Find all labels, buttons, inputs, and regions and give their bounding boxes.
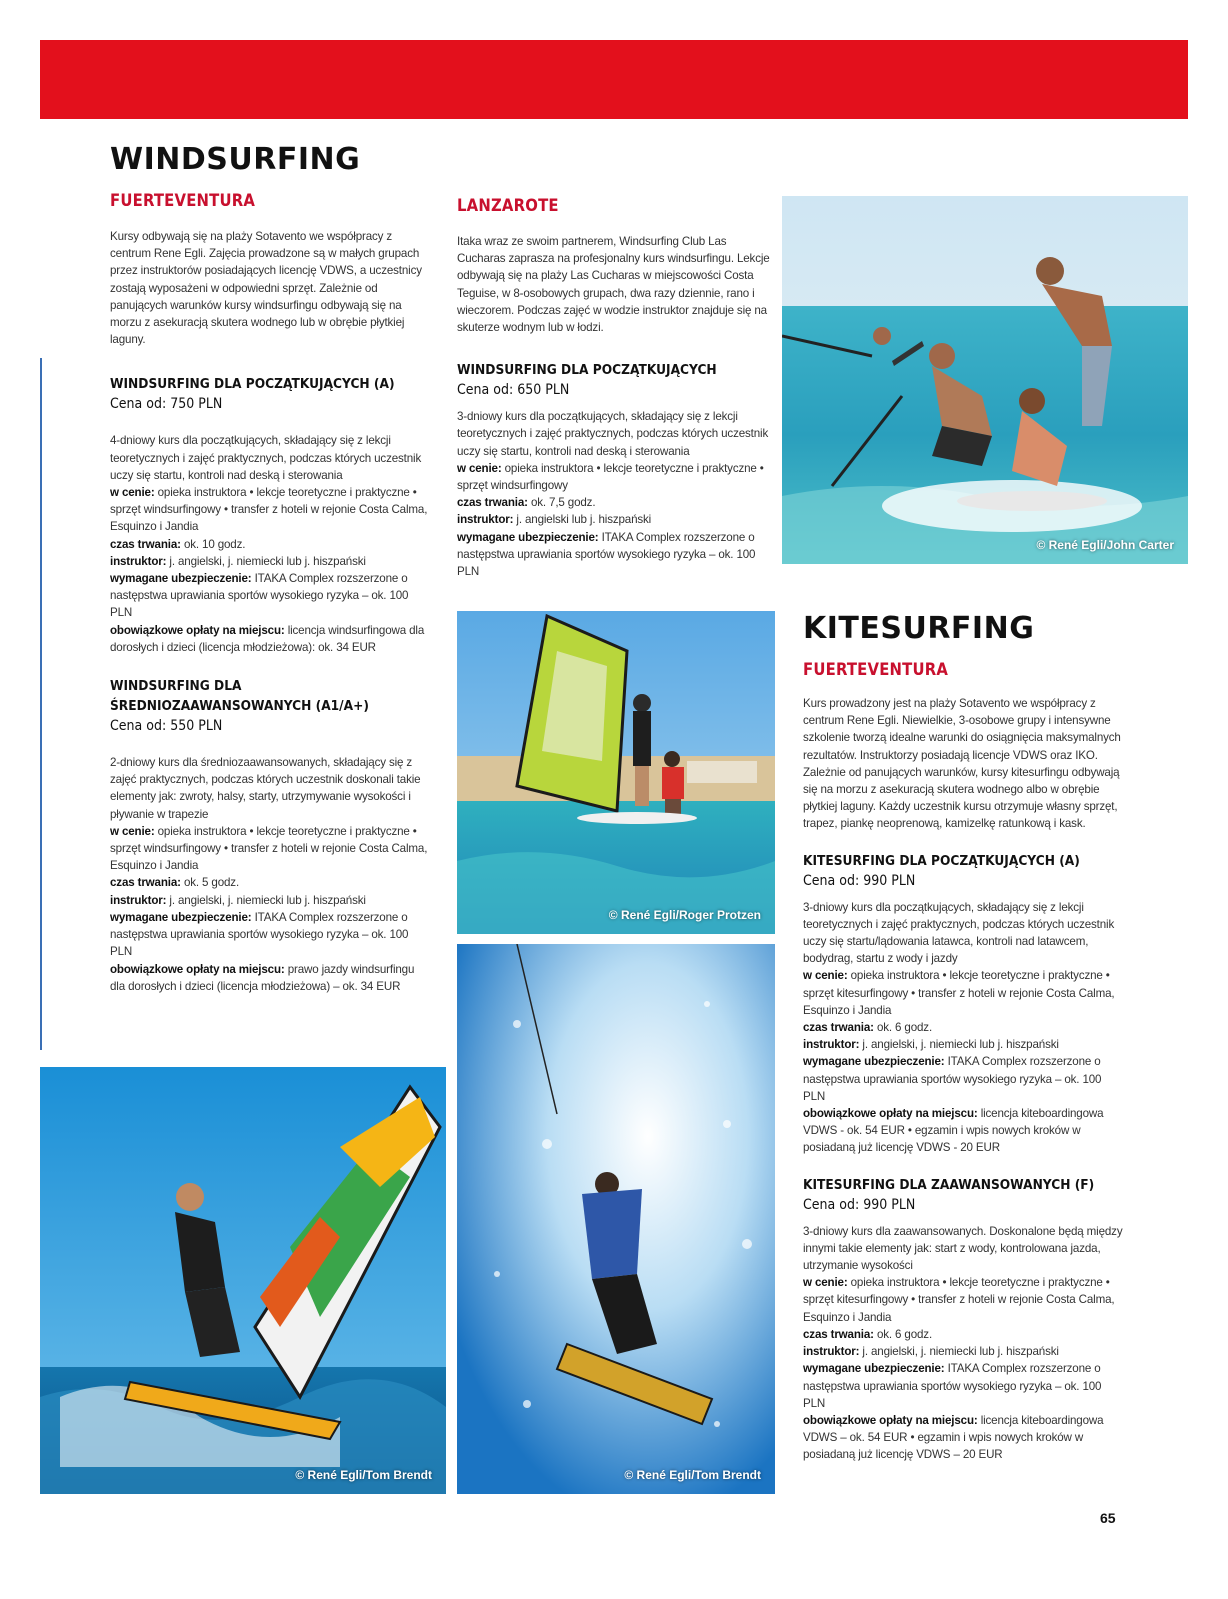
- photo-credit: © René Egli/Roger Protzen: [608, 908, 761, 922]
- course-details: [110, 754, 430, 995]
- duration-label: czas trwania:: [457, 496, 528, 510]
- kitesurfing-title: KITESURFING: [803, 611, 1035, 646]
- duration-label: czas trwania:: [110, 876, 181, 890]
- duration-label: czas trwania:: [803, 1327, 874, 1341]
- insurance-value: ITAKA Complex rozszerzone o następstwa uprawiania sportów wysokiego ryzyka – ok. 100 PLN: [110, 572, 409, 620]
- duration-value: ok. 6 godz.: [876, 1021, 933, 1035]
- photo-credit: © René Egli/Tom Brendt: [295, 1468, 432, 1482]
- course-details: [803, 899, 1125, 1157]
- fees-value: licencja windsurfingowa dla dorosłych i dzieci (licencja młodzieżowa): ok. 34 EUR: [110, 623, 425, 654]
- page-number: 65: [1100, 1510, 1116, 1526]
- photo-credit: © René Egli/Tom Brendt: [624, 1468, 761, 1482]
- insurance-label: wymagane ubezpieczenie:: [457, 530, 599, 544]
- course-description: 3-dniowy kurs dla początkujących, składający się z lekcji teoretycznych i zajęć praktycznych, podczas których uczestnik uczy się startu/lądowania latawca, kontroli nad latawcem, bodydrag, startu z wody i jazdy: [803, 900, 1115, 966]
- instructor-label: instruktor:: [803, 1038, 860, 1052]
- course-title: KITESURFING DLA POCZĄTKUJĄCYCH (A): [803, 852, 1080, 869]
- course-price: Cena od: 550 PLN: [110, 718, 223, 735]
- photo-paddleboard: [782, 196, 1188, 564]
- course-price: Cena od: 650 PLN: [457, 382, 570, 399]
- insurance-label: wymagane ubezpieczenie:: [803, 1362, 945, 1376]
- insurance-value: ITAKA Complex rozszerzone o następstwa uprawiania sportów wysokiego ryzyka – ok. 100 PLN: [803, 1055, 1102, 1103]
- course-details: [803, 1223, 1125, 1464]
- instructor-value: j. angielski, j. niemiecki lub j. hiszpański: [169, 893, 366, 907]
- duration-label: czas trwania:: [110, 537, 181, 551]
- kitesurfing-column: [803, 611, 1125, 1464]
- fees-label: obowiązkowe opłaty na miejscu:: [110, 962, 285, 976]
- course-title: WINDSURFING DLA POCZĄTKUJĄCYCH (A): [110, 376, 395, 393]
- included-label: w cenie:: [457, 461, 502, 475]
- paddleboard-illustration: [782, 196, 1188, 564]
- windsurfing-fuerteventura-column: [110, 142, 430, 995]
- included-value: opieka instruktora • lekcje teoretyczne i praktyczne • sprzęt kitesurfingowy • transfer z hoteli w rejonie Costa Calma, Esquinzo i Jandia: [803, 969, 1115, 1017]
- insurance-label: wymagane ubezpieczenie:: [110, 910, 252, 924]
- fees-value: licencja kiteboardingowa VDWS – ok. 54 EUR • egzamin i wpis nowych kroków w posiadaną już licencję VDWS – 20 EUR: [803, 1413, 1104, 1462]
- windsurfing-lanzarote-column: [457, 196, 777, 580]
- instructor-label: instruktor:: [110, 554, 167, 568]
- course-price: Cena od: 990 PLN: [803, 872, 916, 889]
- photo-kitesurfer: [457, 944, 775, 1494]
- course-price: Cena od: 990 PLN: [803, 1196, 916, 1213]
- duration-value: ok. 7,5 godz.: [530, 496, 596, 510]
- fuerteventura-heading: FUERTEVENTURA: [110, 191, 256, 210]
- included-value: opieka instruktora • lekcje teoretyczne i praktyczne • sprzęt windsurfingowy • transfer z hoteli w rejonie Costa Calma, Esquinzo i Jandia: [110, 824, 428, 873]
- kitesurfing-region-heading: FUERTEVENTURA: [803, 660, 949, 679]
- photo-windsurf-lesson: [457, 611, 775, 934]
- lanzarote-heading: LANZAROTE: [457, 196, 559, 215]
- kitesurfer-illustration: [457, 944, 775, 1494]
- windsurfing-title: WINDSURFING: [110, 142, 361, 177]
- fees-label: obowiązkowe opłaty na miejscu:: [110, 623, 285, 637]
- insurance-value: ITAKA Complex rozszerzone o następstwa uprawiania sportów wysokiego ryzyka – ok. 100 PLN: [110, 910, 409, 959]
- instructor-value: j. angielski lub j. hiszpański: [516, 513, 652, 527]
- insurance-label: wymagane ubezpieczenie:: [803, 1055, 945, 1069]
- fuerteventura-intro: Kursy odbywają się na plaży Sotavento we współpracy z centrum Rene Egli. Zajęcia prowadzone są w małych grupach przez instruktorów posiadających licencję VDWS, a uczestnicy zostają wyposażeni w odpowiedni sprzęt. Zależnie od panujących warunków kursy windsurfingu odbywają się na morzu z asekuracją skutera wodnego lub w obrębie płytkiej laguny.: [110, 230, 422, 347]
- kitesurfing-intro: Kurs prowadzony jest na plaży Sotavento we współpracy z centrum Rene Egli. Niewielkie, 3-osobowe grupy i intensywne szkolenie tworzą idealne warunki do osiągnięcia maksymalnych rezultatów. Instruktorzy posiadają licencje VDWS oraz IKO. Zależnie od panujących warunków, kursy kitesurfingu odbywają się na morzu z asekuracją skutera wodnego albo w obrębie płytkiej laguny. Każdy uczestnik kursu otrzymuje własny sprzęt, trapez, piankę neoprenową, kamizelkę ratunkową i kask.: [803, 697, 1121, 831]
- course-description: 3-dniowy kurs dla zaawansowanych. Doskonalone będą między innymi takie elementy jak: start z wody, kontrolowana jazda, utrzymanie wysokości: [803, 1224, 1123, 1273]
- course-details: [457, 408, 777, 580]
- fees-value: prawo jazdy windsurfingu dla dorosłych i dzieci (licencja młodzieżowa) – ok. 34 EUR: [110, 962, 415, 993]
- included-label: w cenie:: [803, 1276, 848, 1290]
- included-label: w cenie:: [110, 824, 155, 838]
- course-title: KITESURFING DLA ZAAWANSOWANYCH (F): [803, 1176, 1095, 1193]
- header-red-bar: [40, 40, 1188, 119]
- windsurfer-illustration: [40, 1067, 446, 1494]
- fees-label: obowiązkowe opłaty na miejscu:: [803, 1107, 978, 1121]
- insurance-label: wymagane ubezpieczenie:: [110, 572, 252, 586]
- course-price: Cena od: 750 PLN: [110, 396, 223, 413]
- included-value: opieka instruktora • lekcje teoretyczne i praktyczne • sprzęt kitesurfingowy • transfer z hoteli w rejonie Costa Calma, Esquinzo i Jandia: [803, 1276, 1115, 1324]
- instructor-label: instruktor:: [457, 513, 514, 527]
- fees-label: obowiązkowe opłaty na miejscu:: [803, 1413, 978, 1427]
- photo-windsurfer: [40, 1067, 446, 1494]
- fees-value: licencja kiteboardingowa VDWS - ok. 54 EUR • egzamin i wpis nowych kroków w posiadaną już licencję VDWS - 20 EUR: [803, 1107, 1104, 1155]
- course-title: WINDSURFING DLA: [110, 678, 242, 695]
- instructor-label: instruktor:: [110, 893, 167, 907]
- duration-value: ok. 6 godz.: [876, 1327, 933, 1341]
- course-description: 4-dniowy kurs dla początkujących, składający się z lekcji teoretycznych i zajęć praktycznych, podczas których uczestnik uczy się startu, kontroli nad deską i sterowania: [110, 434, 422, 482]
- duration-label: czas trwania:: [803, 1021, 874, 1035]
- instructor-value: j. angielski, j. niemiecki lub j. hiszpański: [862, 1038, 1059, 1052]
- windsurf-lesson-illustration: [457, 611, 775, 934]
- course-description: 3-dniowy kurs dla początkujących, składający się z lekcji teoretycznych i zajęć praktycznych, podczas których uczestnik uczy się startu, kontroli nad deską i sterowania: [457, 410, 769, 458]
- lanzarote-intro: Itaka wraz ze swoim partnerem, Windsurfing Club Las Cucharas zaprasza na profesjonalny kurs windsurfingu. Lekcje odbywają się na plaży Las Cucharas w miejscowości Costa Teguise, w 8-osobowych grupach, dwa razy dziennie, rano i wieczorem. Podczas zajęć w wodzie instruktor znajduje się na skuterze wodnym lub w łodzi.: [457, 235, 770, 335]
- insurance-value: ITAKA Complex rozszerzone o następstwa uprawiania sportów wysokiego ryzyka – ok. 100 PLN: [457, 530, 756, 579]
- included-label: w cenie:: [110, 486, 155, 500]
- instructor-value: j. angielski, j. niemiecki lub j. hiszpański: [862, 1345, 1059, 1359]
- instructor-label: instruktor:: [803, 1345, 860, 1359]
- duration-value: ok. 10 godz.: [183, 537, 246, 551]
- instructor-value: j. angielski, j. niemiecki lub j. hiszpański: [169, 554, 366, 568]
- course-title-line2: ŚREDNIOZAAWANSOWANYCH (A1/A+): [110, 698, 369, 715]
- included-value: opieka instruktora • lekcje teoretyczne i praktyczne • sprzęt windsurfingowy • transfer z hoteli w rejonie Costa Calma, Esquinzo i Jandia: [110, 486, 428, 534]
- course-details: [110, 432, 430, 656]
- included-label: w cenie:: [803, 969, 848, 983]
- course-description: 2-dniowy kurs dla średniozaawansowanych, składający się z zajęć praktycznych, podczas których uczestnik doskonali takie elementy jak: zwroty, halsy, starty, utrzymywanie wysokości i pływanie w trapezie: [110, 756, 421, 821]
- course-title: WINDSURFING DLA POCZĄTKUJĄCYCH: [457, 362, 717, 379]
- insurance-value: ITAKA Complex rozszerzone o następstwa uprawiania sportów wysokiego ryzyka – ok. 100 PLN: [803, 1362, 1102, 1410]
- photo-credit: © René Egli/John Carter: [1036, 538, 1174, 552]
- duration-value: ok. 5 godz.: [183, 876, 240, 890]
- included-value: opieka instruktora • lekcje teoretyczne i praktyczne • sprzęt windsurfingowy: [457, 461, 764, 493]
- margin-rule: [40, 358, 42, 1050]
